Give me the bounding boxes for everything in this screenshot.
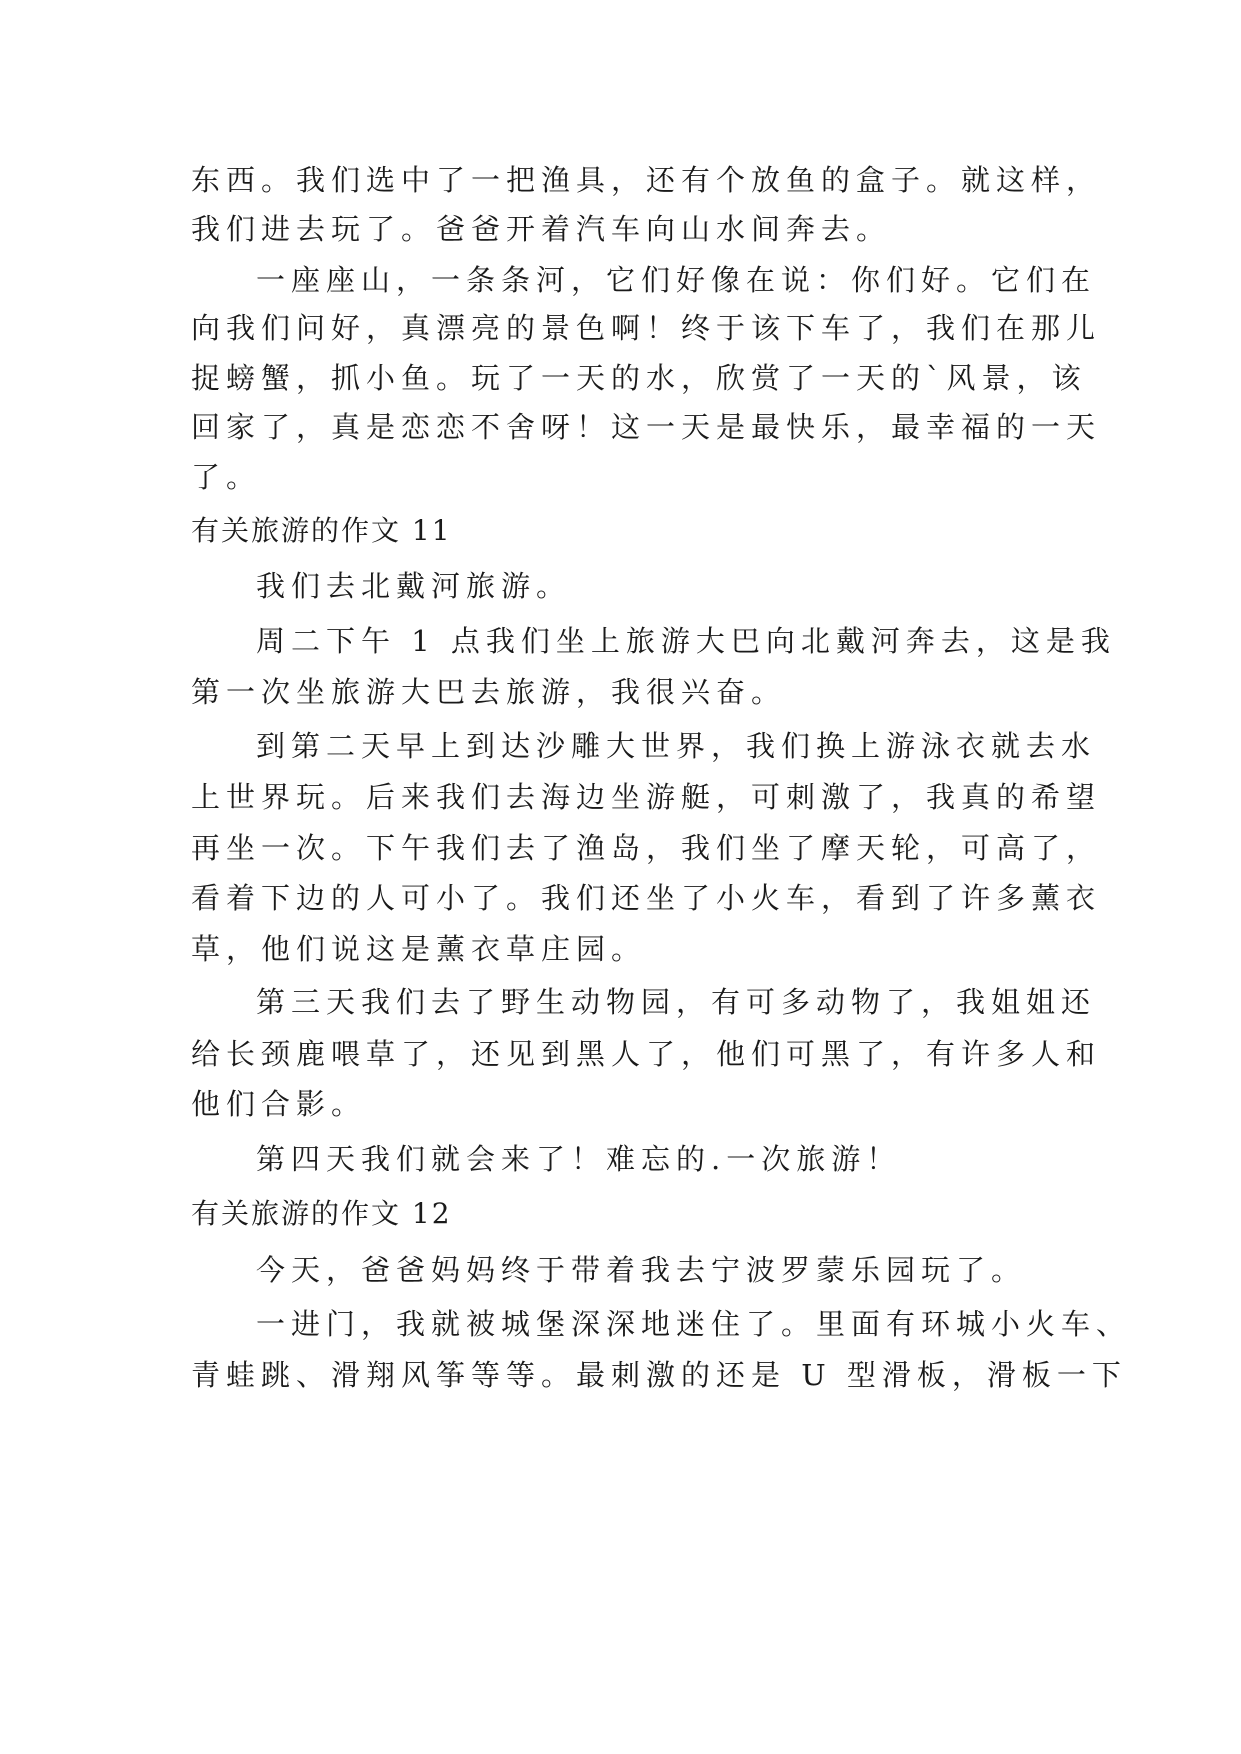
paragraph-line: 东西。我们选中了一把渔具，还有个放鱼的盒子。就这样，	[191, 163, 1102, 197]
paragraph-line: 我们进去玩了。爸爸开着汽车向山水间奔去。	[191, 212, 892, 246]
paragraph-line: 草，他们说这是薰衣草庄园。	[191, 932, 647, 966]
paragraph-line: 一座座山，一条条河，它们好像在说：你们好。它们在	[256, 263, 1097, 297]
paragraph-line: 今天，爸爸妈妈终于带着我去宁波罗蒙乐园玩了。	[256, 1253, 1027, 1287]
paragraph-line: 上世界玩。后来我们去海边坐游艇，可刺激了，我真的希望	[191, 780, 1102, 814]
paragraph-line: 周二下午 1 点我们坐上旅游大巴向北戴河奔去，这是我	[256, 624, 1116, 658]
paragraph-line: 到第二天早上到达沙雕大世界，我们换上游泳衣就去水	[256, 729, 1097, 763]
paragraph-line: 我们去北戴河旅游。	[256, 569, 572, 603]
section-heading: 有关旅游的作文 12	[191, 1197, 452, 1230]
paragraph-line: 他们合影。	[191, 1087, 367, 1121]
paragraph-line: 第四天我们就会来了！难忘的.一次旅游！	[256, 1142, 902, 1176]
paragraph-line: 回家了，真是恋恋不舍呀！这一天是最快乐，最幸福的一天	[191, 410, 1102, 444]
paragraph-line: 青蛙跳、滑翔风筝等等。最刺激的还是 U 型滑板，滑板一下	[191, 1358, 1127, 1392]
paragraph-line: 了。	[191, 460, 262, 494]
paragraph-line: 向我们问好，真漂亮的景色啊！终于该下车了，我们在那儿	[191, 311, 1102, 345]
paragraph-line: 给长颈鹿喂草了，还见到黑人了，他们可黑了，有许多人和	[191, 1037, 1102, 1071]
paragraph-line: 看着下边的人可小了。我们还坐了小火车，看到了许多薰衣	[191, 881, 1102, 915]
paragraph-line: 捉螃蟹，抓小鱼。玩了一天的水，欣赏了一天的`风景，该	[191, 361, 1087, 395]
paragraph-line: 再坐一次。下午我们去了渔岛，我们坐了摩天轮，可高了，	[191, 831, 1102, 865]
section-heading: 有关旅游的作文 11	[191, 514, 452, 547]
paragraph-line: 第三天我们去了野生动物园，有可多动物了，我姐姐还	[256, 985, 1097, 1019]
paragraph-line: 第一次坐旅游大巴去旅游，我很兴奋。	[191, 675, 787, 709]
paragraph-line: 一进门，我就被城堡深深地迷住了。里面有环城小火车、	[256, 1307, 1132, 1341]
